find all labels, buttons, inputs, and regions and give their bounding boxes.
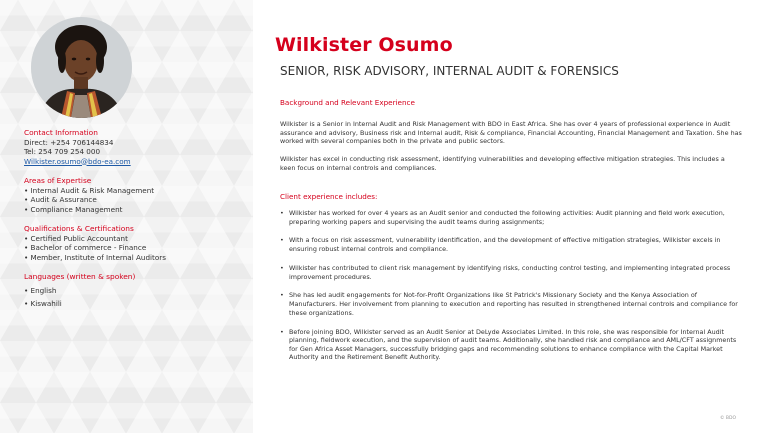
client-experience-list	[280, 209, 742, 372]
qualification-item: • Certified Public Accountant	[24, 233, 128, 243]
contact-heading: Contact Information	[24, 128, 98, 137]
expertise-item: • Audit & Assurance	[24, 195, 97, 204]
expertise-section	[24, 176, 154, 214]
list-item-text: She has led audit engagements for Not-for-Profit Organizations like St Patrick's Missionary Society and the Kenya Association of Manufacturers. Her involvement from planning to execution and reporting has resulted in strengthened internal controls and compliance for these organizations.	[289, 291, 738, 317]
bullet-icon: •	[280, 291, 284, 300]
bullet-icon: •	[280, 209, 284, 217]
list-item-text: Wilkister has worked for over 4 years as an Audit senior and conducted the following activities: Audit planning and field work execution, preparing working papers and supervising the audit teams during assignments;	[289, 209, 725, 226]
list-item	[280, 264, 742, 281]
list-item	[280, 209, 742, 226]
expertise-heading: Areas of Expertise	[24, 176, 92, 185]
bullet-icon: •	[280, 263, 284, 272]
list-item	[280, 236, 742, 253]
qualification-item: • Bachelor of commerce - Finance	[24, 243, 147, 252]
expertise-item: • Compliance Management	[24, 204, 123, 214]
background-heading: Background and Relevant Experience	[280, 98, 415, 107]
portrait-photo	[31, 17, 132, 118]
list-item-text: With a focus on risk assessment, vulnerability identification, and the development of effective mitigation strategies, Wilkister excels in ensuring robust internal controls and compliance.	[289, 236, 721, 254]
list-item	[280, 291, 742, 317]
bullet-icon: •	[280, 327, 284, 336]
languages-section	[24, 272, 135, 309]
footer-copyright: © BDO	[719, 416, 736, 421]
list-item-text: Wilkister has contributed to client risk management by identifying risks, conducting control testing, and implementing integrated process improvement procedures.	[289, 263, 731, 281]
expertise-item: • Internal Audit & Risk Management	[24, 185, 155, 195]
language-item: • English	[24, 285, 57, 295]
list-item-text: Before joining BDO, Wilkister served as an Audit Senior at DeLyde Associates Limited. In this role, she was responsible for Internal Audit planning, fieldwork execution, and the supervision of audit teams. Additionally, she handled risk and compliance and AML/CFT assignments for Gen Africa Asset Managers, successfully bridging gaps and recommending solutions to enhance compliance with the Capital Market Authority and the Retirement Benefit Authority.	[289, 327, 737, 362]
background-paragraph-1: Wilkister is a Senior in Internal Audit and Risk Management with BDO in East Africa. She has over 4 years of professional experience in Audit assurance and advisory, Business risk and Internal audit, Risk & compliance, Financial Accounting, Financial Management and Taxation. She has worked with several companies both in the private and public sectors.	[280, 120, 742, 146]
list-item	[280, 328, 742, 362]
contact-direct: Direct: +254 706144834	[24, 137, 114, 147]
languages-heading: Languages (written & spoken)	[24, 272, 136, 281]
qualifications-heading: Qualifications & Certifications	[24, 224, 134, 233]
profile-name: Wilkister Osumo	[275, 34, 453, 56]
contact-email-link[interactable]: Wilkister.osumo@bdo-ea.com	[24, 156, 131, 166]
contact-section	[24, 128, 131, 166]
qualifications-section	[24, 224, 166, 262]
avatar	[31, 17, 132, 118]
profile-role: SENIOR, RISK ADVISORY, INTERNAL AUDIT & FORENSICS	[280, 64, 619, 78]
language-item: • Kiswahili	[24, 299, 62, 308]
background-paragraph-2: Wilkister has excel in conducting risk assessment, identifying vulnerabilities and developing effective mitigation strategies. This includes a keen focus on internal controls and compliances.	[280, 155, 725, 172]
contact-tel: Tel: 254 709 254 000	[24, 147, 101, 156]
bullet-icon: •	[280, 236, 284, 245]
client-experience-heading: Client experience includes:	[280, 192, 378, 201]
qualification-item: • Member, Institute of Internal Auditors	[24, 252, 166, 262]
